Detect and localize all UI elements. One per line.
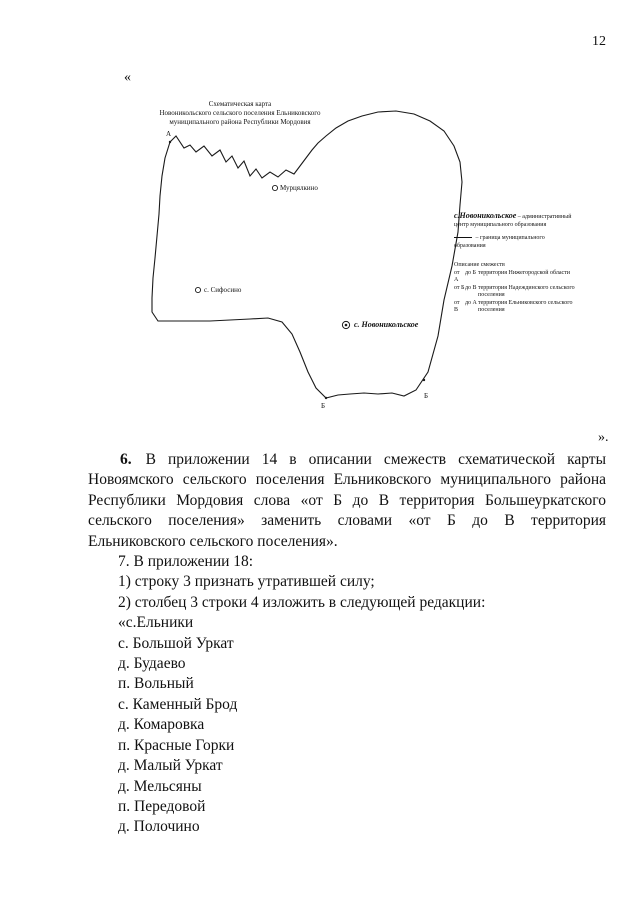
point-b3-label: Б: [424, 392, 429, 400]
point-b1-marker: [325, 397, 327, 399]
legend-to: до В: [465, 284, 477, 291]
legend-border: [454, 235, 576, 250]
novonikolskoe-label: с. Новоникольское: [354, 320, 419, 329]
item-7-sub-2: 2) столбец 3 строки 4 изложить в следующей редакции:: [118, 593, 486, 611]
document-body: [88, 450, 606, 838]
village-line: д. Полочино: [118, 818, 200, 836]
legend-center-desc: – административный центр муниципального образования: [454, 214, 572, 228]
item-6-text: В приложении 14 в описании смежеств схематической карты Новоямского сельского поселения Ельниковского муниципального района Республики Мордовия слова «от Б до В территория Большеуркатского сельского поселения» заменить словами «от Б до В территория Ельниковского сельского поселения».: [88, 451, 606, 550]
village-line: д. Малый Уркат: [118, 757, 223, 775]
murtsyalkino-label: Мурцялкино: [280, 184, 318, 192]
item-7-header: 7. В приложении 18:: [118, 553, 254, 571]
village-line: д. Комаровка: [118, 716, 205, 734]
legend-to: до А: [465, 299, 477, 306]
point-a-marker: [169, 141, 171, 143]
village-line: д. Мельсяны: [118, 777, 202, 795]
point-b1-label: Б: [321, 402, 326, 410]
point-b3-marker: [423, 379, 425, 381]
map-title-line: муниципального района Республики Мордовия: [169, 118, 311, 126]
legend-row: [454, 285, 576, 300]
legend-from: от Б: [454, 284, 465, 291]
boundary-line: [152, 111, 462, 398]
legend-text: территория Ельниковского сельского поселения: [478, 299, 573, 313]
item-6-paragraph: [88, 450, 606, 552]
sifosino-label: с. Сифосино: [204, 286, 242, 294]
legend-from: от А: [454, 269, 460, 283]
closing-quote: ».: [598, 430, 609, 445]
legend-from: от В: [454, 299, 460, 313]
border-line-sample: [454, 237, 472, 238]
legend-row: [454, 270, 576, 285]
page-number: 12: [592, 34, 606, 49]
opening-quote: «: [124, 70, 131, 85]
legend-center-name: с.Новоникольское: [454, 211, 517, 220]
legend-text: территория Нижегородской области: [478, 269, 571, 276]
novonikolskoe-marker-dot: [345, 324, 348, 327]
legend-border-desc: – граница муниципального образования: [454, 235, 545, 249]
legend-row: [454, 300, 576, 315]
map-legend: [454, 212, 576, 315]
legend-center: [454, 212, 576, 229]
village-line: д. Будаево: [118, 655, 186, 673]
village-line: п. Передовой: [118, 797, 206, 815]
item-6-number: 6.: [120, 451, 132, 468]
village-line: «с.Ельники: [118, 614, 194, 632]
village-line: п. Вольный: [118, 675, 194, 693]
sifosino-marker: [195, 287, 200, 292]
village-line: с. Каменный Брод: [118, 695, 238, 713]
murtsyalkino-marker: [272, 185, 277, 190]
map-title-line: Схематическая карта: [208, 100, 272, 108]
point-a-label: А: [166, 130, 172, 138]
item-7-sub-1: 1) строку 3 признать утратившей силу;: [118, 573, 375, 591]
legend-to: до Б: [465, 269, 476, 276]
legend-text: территория Надеждинского сельского поселения: [478, 284, 575, 298]
village-line: п. Красные Горки: [118, 736, 235, 754]
map-title-line: Новоникольского сельского поселения Ельниковского: [159, 109, 321, 117]
legend-desc-title: Описание смежеств: [454, 262, 505, 268]
village-line: с. Большой Уркат: [118, 634, 234, 652]
